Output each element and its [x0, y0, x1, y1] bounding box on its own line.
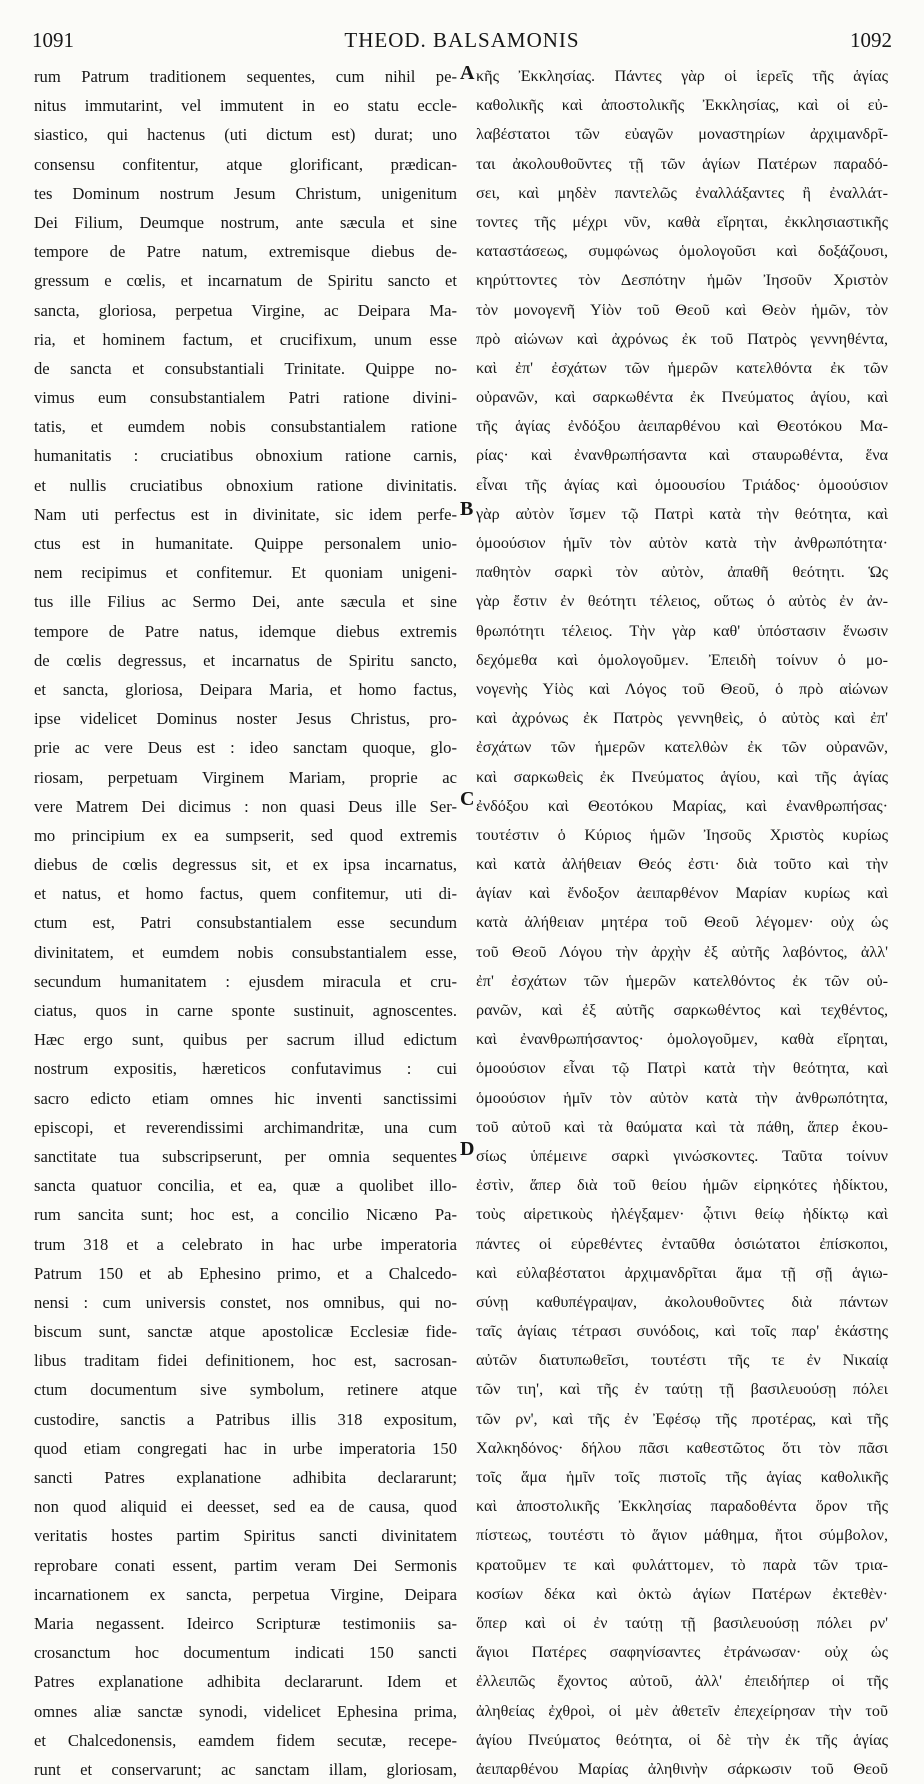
latin-text-line: nostrum expositis, hæreticos confutavimus : cui [34, 1059, 457, 1079]
greek-text-line: ἅγιοι Πατέρες σαφηνίσαντες ἐτράνωσαν· οὐχ ὡς [476, 1643, 888, 1662]
greek-text-line: καθολικῆς καὶ ἀποστολικῆς Ἐκκλησίας, καὶ οἱ εὐ- [476, 96, 888, 115]
greek-text-line: κηρύττοντες τὸν Δεσπότην ἡμῶν Ἰησοῦν Χριστὸν [476, 271, 888, 290]
greek-text-line: ἐστὶν, ἅπερ διὰ τοῦ θείου ἡμῶν εἰρηκότες ἠδίκτου, [476, 1176, 888, 1195]
latin-text-line: sanctitate tua subscripserunt, per omnia sequentes [34, 1146, 457, 1166]
latin-text-line: sancta quatuor concilia, et ea, quæ a quolibet illo- [34, 1176, 457, 1196]
latin-text-line: episcopi, et reverendissimi archimandritæ, una cum [34, 1117, 457, 1137]
latin-text-line: nitus immutarint, vel immutent in eo statu eccle- [34, 96, 457, 116]
greek-text-line: πίστεως, τουτέστι τὸ ἅγιον μάθημα, ἤτοι σύμβολον, [476, 1526, 888, 1545]
latin-text-line: ipse videlicet Dominus noster Jesus Christus, pro- [34, 709, 457, 729]
latin-text-line: sacro edicto etiam omnes hic inventi sanctissimi [34, 1088, 457, 1108]
greek-text-line: καὶ κατὰ ἀλήθειαν Θεός ἐστι· διὰ τοῦτο καὶ τὴν [476, 855, 888, 874]
latin-text-line: nem recipimus et confitemur. Et quoniam unigeni- [34, 563, 457, 583]
greek-text-line: καὶ ἀποστολικῆς Ἐκκλησίας παραδοθέντα ὅρον τῆς [476, 1497, 888, 1516]
latin-text-line: diebus de cœlis degressus sit, et ex ipsa incarnatus, [34, 855, 457, 875]
greek-text-line: τοὺς αἱρετικοὺς ἠλέγξαμεν· ᾧτινι θείῳ ἠδίκτῳ καὶ [476, 1205, 888, 1224]
latin-text-line: rum Patrum traditionem sequentes, cum nihil pe- [34, 67, 457, 86]
greek-text-line: ἐσχάτων τῶν ἡμερῶν κατελθὼν ἐκ τῶν οὐρανῶν, [476, 738, 888, 757]
greek-column [476, 62, 888, 1784]
latin-text-line: Patres explanatione adhibita declararunt. Idem et [34, 1672, 457, 1692]
latin-text-line: incarnationem ex sancta, perpetua Virgine, Deipara [34, 1584, 457, 1604]
greek-text-line: τῶν τιη', καὶ τῆς ἐν ταύτῃ τῇ βασιλευούσῃ πόλει [476, 1380, 888, 1399]
margin-marker-b: B [460, 498, 474, 520]
latin-text-line: et nullis cruciatibus obnoxium ratione divinitatis. [34, 475, 457, 495]
latin-text-line: Patrum 150 et ab Ephesino primo, et a Chalcedo- [34, 1263, 457, 1283]
latin-text-line: tempore de Patre natus, idemque diebus extremis [34, 621, 457, 641]
margin-marker-a: A [460, 62, 475, 84]
latin-text-line: divinitatem, et eumdem nobis consubstantialem esse, [34, 942, 457, 962]
latin-text-line: ctum est, Patri consubstantialem esse secundum [34, 913, 457, 933]
latin-text-line: non quod aliquid ei deesset, sed ea de causa, quod [34, 1497, 457, 1517]
running-title: THEOD. BALSAMONIS [344, 28, 580, 52]
latin-text-line: sancta, gloriosa, perpetua Virgine, ac Deipara Ma- [34, 300, 457, 320]
greek-text-line: δεχόμεθα καὶ ὁμολογοῦμεν. Ἐπειδὴ τοίνυν ὁ μο- [476, 650, 888, 669]
greek-text-line: ὁμοούσιον ἡμῖν τὸν αὐτὸν κατὰ τὴν ἀνθρωπότητα, [476, 1088, 888, 1107]
latin-text-line: consensu confitentur, atque glorificant, prædican- [34, 154, 457, 174]
greek-text-line: καὶ εὐλαβέστατοι ἀρχιμανδρῖται ἅμα τῇ σῇ ἁγιω- [476, 1263, 888, 1282]
latin-text-line: sancti Patres explanatione adhibita declararunt; [34, 1468, 457, 1487]
latin-text-line: vere Matrem Dei dicimus : non quasi Deus ille Ser- [34, 796, 457, 816]
greek-text-line: πάντες οἱ εὑρεθέντες ἐνταῦθα ὁσιώτατοι ἐπίσκοποι, [476, 1234, 888, 1253]
greek-text-line: πρὸ αἰώνων καὶ ἀχρόνως ἐκ τοῦ Πατρὸς γεννηθέντα, [476, 329, 888, 348]
greek-text-line: τοῦ Θεοῦ Λόγου τὴν ἀρχὴν ἐξ αὐτῆς λαβόντος, ἀλλ' [476, 942, 888, 961]
latin-text-line: ctum documentum sive symbolum, retinere atque [34, 1380, 457, 1400]
greek-text-line: γὰρ ἔστιν ἐν θεότητι τέλειος, οὕτως ὁ αὐτὸς ἐν ἀν- [476, 592, 888, 611]
latin-text-line: rum sancita sunt; hoc est, a concilio Nicæno Pa- [34, 1205, 457, 1225]
greek-text-line: καὶ σαρκωθεὶς ἐκ Πνεύματος ἁγίου, καὶ τῆς ἁγίας [476, 767, 888, 786]
latin-text-line: et sancta, gloriosa, Deipara Maria, et homo factus, [34, 679, 457, 699]
latin-text-line: et natus, et homo factus, quem confitemur, uti di- [34, 884, 457, 904]
latin-text-line: Hæc ergo sunt, quibus per sacrum illud edictum [34, 1030, 457, 1050]
greek-text-line: θρωπότητι τέλειος. Τὴν γὰρ καθ' ὑπόστασιν ἕνωσιν [476, 621, 888, 640]
latin-text-line: de sancta et consubstantiali Trinitate. Quippe no- [34, 358, 457, 378]
latin-text-line: Dei Filium, Deumque nostrum, ante sæcula et sine [34, 212, 457, 232]
greek-text-line: ρίας· καὶ ἐνανθρωπήσαντα καὶ σταυρωθέντα, ἕνα [476, 446, 888, 465]
greek-text-line: ἀληθείας ἐχθροὶ, οἱ μὲν ἀθετεῖν ἐπεχείρησαν τὴν τοῦ [476, 1701, 888, 1720]
latin-text-line: custodire, sanctis a Patribus illis 318 expositum, [34, 1409, 457, 1429]
greek-text-line: σύνῃ καθυπέγραψαν, ἀκολουθοῦντες διὰ πάντων [476, 1292, 888, 1311]
greek-text-line: τὸν μονογενῆ Υἱὸν τοῦ Θεοῦ καὶ Θεὸν ἡμῶν, τὸν [476, 300, 888, 319]
greek-text-line: ται ἀκολουθοῦντες τῇ τῶν ἁγίων Πατέρων παραδό- [476, 154, 888, 173]
latin-text-line: reprobare conati essent, partim veram Dei Sermonis [34, 1555, 457, 1575]
latin-text-line: nensi : cum universis constet, nos omnibus, qui no- [34, 1292, 457, 1312]
greek-text-line: τοντες τῆς μέχρι νῦν, καθὰ εἴρηται, ἐκκλησιαστικῆς [476, 212, 888, 231]
latin-text-line: libus traditam fidei definitionem, hoc est, sacrosan- [34, 1351, 457, 1371]
greek-text-line: γὰρ αὐτὸν ἴσμεν τῷ Πατρὶ κατὰ τὴν θεότητα, καὶ [476, 504, 888, 523]
greek-text-line: ἐνδόξου καὶ Θεοτόκου Μαρίας, καὶ ἐνανθρωπήσας· [476, 796, 888, 815]
greek-text-line: τῶν ρν', καὶ τῆς ἐν Ἐφέσῳ τῆς προτέρας, καὶ τῆς [476, 1409, 888, 1428]
greek-text-line: παθητὸν σαρκὶ τὸν αὐτὸν, ἀπαθῆ θεότητι. Ὡς [476, 563, 888, 582]
latin-text-line: tatis, et eumdem nobis consubstantialem ratione [34, 417, 457, 437]
greek-text-line: κατὰ ἀλήθειαν μητέρα τοῦ Θεοῦ λέγομεν· οὐχ ὡς [476, 913, 888, 932]
greek-text-line: καταστάσεως, συμφώνως ὁμολογοῦσι καὶ δοξάζουσι, [476, 242, 888, 261]
greek-text-line: τοῖς ἅμα ἡμῖν τοῖς πιστοῖς τῆς ἁγίας καθολικῆς [476, 1468, 888, 1486]
latin-text-line: vimus eum consubstantialem Patri ratione divini- [34, 388, 457, 408]
latin-text-line: secundum humanitatem : ejusdem miracula et cru- [34, 971, 457, 991]
greek-text-line: οὐρανῶν, καὶ σαρκωθέντα ἐκ Πνεύματος ἁγίου, καὶ [476, 388, 888, 407]
greek-text-line: Χαλκηδόνος· δήλου πᾶσι καθεστῶτος ὅτι τὸν πᾶσι [476, 1438, 888, 1457]
greek-text-line: τουτέστιν ὁ Κύριος ἡμῶν Ἰησοῦς Χριστὸς κυρίως [476, 825, 888, 844]
greek-text-line: κρατοῦμεν τε καὶ φυλάττομεν, τὸ παρὰ τῶν τρια- [476, 1555, 888, 1574]
latin-text-line: riosam, perpetuam Virginem Mariam, proprie ac [34, 767, 457, 787]
page-number-left: 1091 [32, 28, 74, 52]
latin-text-line: trum 318 et a celebrato in hac urbe imperatoria [34, 1234, 457, 1254]
greek-text-line: ὁμοούσιον εἶναι τῷ Πατρὶ κατὰ τὴν θεότητα, καὶ [476, 1059, 888, 1078]
running-header [32, 28, 892, 58]
latin-text-line: ciatus, quos in carne sponte sustinuit, agnoscentes. [34, 1001, 457, 1020]
margin-marker-d: D [460, 1138, 475, 1160]
latin-text-line: tempore de Patre natum, extremisque diebus de- [34, 242, 457, 262]
greek-text-line: τοῦ αὐτοῦ καὶ τὰ θαύματα καὶ τὰ πάθη, ἅπερ ἑκου- [476, 1117, 888, 1136]
latin-text-line: ria, et hominem factum, et crucifixum, unum esse [34, 329, 457, 349]
greek-text-line: ἁγίου Πνεύματος θεότητα, οἱ δὲ τὴν ἐκ τῆς ἁγίας [476, 1730, 888, 1749]
greek-text-line: ἐλλειπῶς ἔχοντος αὐτοῦ, ἀλλ' ἐπειδήπερ οἱ τῆς [476, 1672, 888, 1691]
latin-text-line: omnes aliæ sanctæ synodi, videlicet Ephesina prima, [34, 1701, 457, 1721]
greek-text-line: τῆς ἁγίας ἐνδόξου ἀειπαρθένου καὶ Θεοτόκου Μα- [476, 417, 888, 436]
latin-text-line: mo principium ex ea sumpserit, sed quod extremis [34, 825, 457, 845]
latin-text-line: quod etiam congregati hac in urbe imperatoria 150 [34, 1438, 457, 1458]
page-number-right: 1092 [850, 28, 892, 52]
latin-text-line: et Chalcedonensis, eamdem fidem secutæ, recepe- [34, 1730, 457, 1750]
latin-text-line: gressum e cœlis, et incarnatum de Spiritu sancto et [34, 271, 457, 291]
latin-text-line: tus ille Filius ac Sermo Dei, ante sæcula et sine [34, 592, 457, 612]
latin-text-line: Nam uti perfectus est in divinitate, sic idem perfe- [34, 504, 457, 524]
greek-text-line: ὁμοούσιον ἡμῖν τὸν αὐτὸν κατὰ τὴν ἀνθρωπότητα· [476, 534, 888, 552]
margin-marker-c: C [460, 788, 475, 810]
greek-text-line: ἐπ' ἐσχάτων τῶν ἡμερῶν κατελθόντος ἐκ τῶν οὐ- [476, 971, 888, 990]
greek-text-line: ἁγίαν καὶ ἔνδοξον ἀειπαρθένον Μαρίαν κυρίως καὶ [476, 884, 888, 903]
latin-text-line: crosanctum hoc documentum indicati 150 sancti [34, 1643, 457, 1663]
greek-text-line: κοσίων δέκα καὶ ὀκτὼ ἁγίων Πατέρων ἐκτεθὲν· [476, 1584, 888, 1603]
greek-text-line: καὶ ἐνανθρωπήσαντος· ὁμολογοῦμεν, καθὰ εἴρηται, [476, 1030, 888, 1049]
greek-text-line: ταῖς ἁγίαις τέτρασι συνόδοις, καὶ τοῖς παρ' ἑκάστης [476, 1322, 888, 1341]
greek-text-line: ἀειπαρθένου Μαρίας ἀληθινὴν σάρκωσιν τοῦ Θεοῦ [476, 1759, 888, 1778]
latin-text-line: ctus est in humanitate. Quippe personalem unio- [34, 534, 457, 553]
latin-text-line: Maria negassent. Ideirco Scripturæ testimoniis sa- [34, 1613, 457, 1633]
latin-text-line: tes Dominum nostrum Jesum Christum, unigenitum [34, 183, 457, 203]
greek-text-line: σίως ὑπέμεινε σαρκὶ γινώσκοντες. Ταῦτα τοίνυν [476, 1146, 888, 1165]
greek-text-line: σει, καὶ μηδὲν παντελῶς ἐναλλάξαντες ἢ ἐναλλάτ- [476, 183, 888, 202]
latin-text-line: humanitatis : cruciatibus obnoxium ratione carnis, [34, 446, 457, 466]
greek-text-line: καὶ ἀχρόνως ἐκ Πατρὸς γεννηθεὶς, ὁ αὐτὸς καὶ ἐπ' [476, 709, 888, 728]
greek-text-line: αὐτῶν διατυπωθεῖσι, τουτέστι τῆς τε ἐν Νικαίᾳ [476, 1351, 888, 1370]
greek-text-line: εἶναι τῆς ἁγίας καὶ ὁμοουσίου Τριάδος· ὁμοούσιον [476, 475, 888, 494]
greek-text-line: λαβέστατοι τῶν εὐαγῶν μοναστηρίων ἀρχιμανδρῖ- [476, 125, 888, 144]
latin-text-line: runt et conservarunt; ac sanctam illam, gloriosam, [34, 1759, 457, 1779]
latin-column [34, 62, 457, 1784]
latin-text-line: biscum sunt, sanctæ atque apostolicæ Ecclesiæ fide- [34, 1322, 457, 1342]
latin-text-line: siastico, qui hactenus (uti dictum est) durat; uno [34, 125, 457, 145]
greek-text-line: καὶ ἐπ' ἐσχάτων τῶν ἡμερῶν κατελθόντα ἐκ τῶν [476, 358, 888, 377]
greek-text-line: κῆς Ἐκκλησίας. Πάντες γὰρ οἱ ἱερεῖς τῆς ἁγίας [476, 67, 888, 85]
greek-text-line: ρανῶν, καὶ ἐξ αὐτῆς σαρκωθέντος καὶ τεχθέντος, [476, 1001, 888, 1019]
latin-text-line: prie ac vere Deus est : ideo sanctam quoque, glo- [34, 738, 457, 758]
greek-text-line: ὅπερ καὶ οἱ ἐν ταύτῃ τῇ βασιλευούσῃ πόλει ρν' [476, 1613, 888, 1632]
latin-text-line: veritatis hostes partim Spiritus sancti divinitatem [34, 1526, 457, 1546]
latin-text-line: de cœlis degressus, et incarnatus de Spiritu sancto, [34, 650, 457, 670]
greek-text-line: νογενὴς Υἱὸς καὶ Λόγος τοῦ Θεοῦ, ὁ πρὸ αἰώνων [476, 679, 888, 698]
